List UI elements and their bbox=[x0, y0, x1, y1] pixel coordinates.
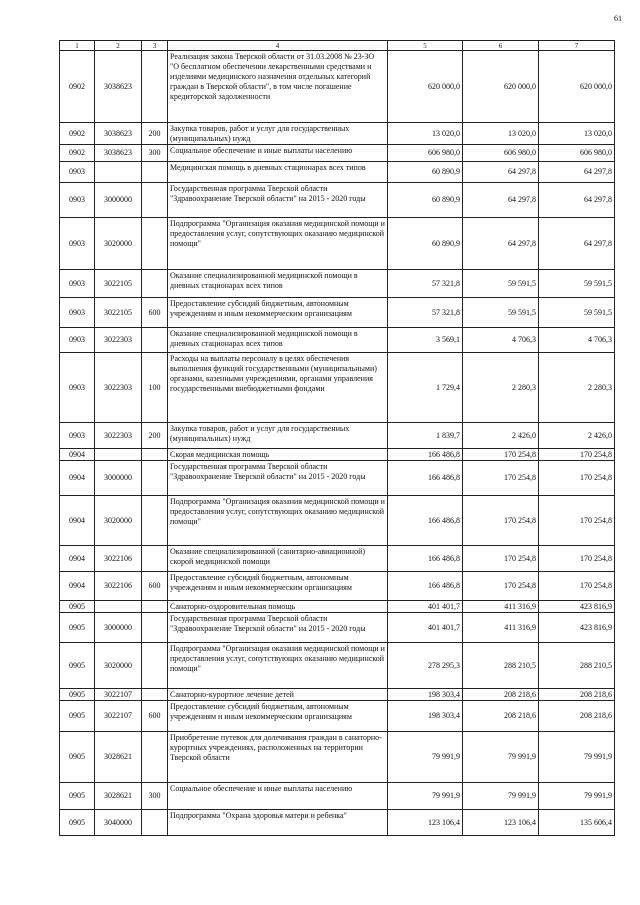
target-code-cell: 3022303 bbox=[95, 423, 142, 449]
amount-2015-cell: 166 486,8 bbox=[388, 461, 463, 496]
amount-2017-cell: 2 426,0 bbox=[539, 423, 615, 449]
amount-2015-cell: 79 991,9 bbox=[388, 732, 463, 783]
expense-type-cell bbox=[142, 496, 168, 546]
expense-type-cell bbox=[142, 449, 168, 461]
header-cell: 5 bbox=[388, 41, 463, 51]
table-row bbox=[60, 643, 615, 689]
target-code-cell: 3000000 bbox=[95, 613, 142, 643]
section-code-cell: 0904 bbox=[60, 461, 95, 496]
expense-type-cell: 200 bbox=[142, 423, 168, 449]
amount-2017-cell: 606 980,0 bbox=[539, 145, 615, 162]
expense-type-cell: 300 bbox=[142, 145, 168, 162]
expense-type-cell: 600 bbox=[142, 701, 168, 732]
amount-2017-cell: 288 210,5 bbox=[539, 643, 615, 689]
amount-2016-cell: 606 980,0 bbox=[463, 145, 539, 162]
amount-2017-cell: 423 816,9 bbox=[539, 601, 615, 613]
expense-type-cell: 200 bbox=[142, 123, 168, 145]
amount-2015-cell: 166 486,8 bbox=[388, 546, 463, 572]
header-cell: 1 bbox=[60, 41, 95, 51]
amount-2017-cell: 64 297,8 bbox=[539, 162, 615, 183]
amount-2015-cell: 60 890,9 bbox=[388, 183, 463, 218]
target-code-cell bbox=[95, 449, 142, 461]
item-name-cell: Расходы на выплаты персоналу в целях обеспечения выполнения функций государственными (муниципальными) органами, казенными учреждениями, органами управления государственными внебюджетными фондами bbox=[168, 353, 388, 423]
item-name-cell: Подпрограмма "Охрана здоровья матери и ребенка" bbox=[168, 810, 388, 836]
amount-2016-cell: 170 254,8 bbox=[463, 572, 539, 601]
budget-table bbox=[59, 40, 615, 836]
table-row bbox=[60, 183, 615, 218]
amount-2017-cell: 64 297,8 bbox=[539, 183, 615, 218]
amount-2015-cell: 57 321,8 bbox=[388, 270, 463, 298]
amount-2017-cell: 620 000,0 bbox=[539, 51, 615, 123]
amount-2016-cell: 13 020,0 bbox=[463, 123, 539, 145]
amount-2015-cell: 57 321,8 bbox=[388, 298, 463, 328]
table-row bbox=[60, 270, 615, 298]
amount-2017-cell: 2 280,3 bbox=[539, 353, 615, 423]
section-code-cell: 0902 bbox=[60, 145, 95, 162]
header-cell: 2 bbox=[95, 41, 142, 51]
target-code-cell: 3020000 bbox=[95, 496, 142, 546]
item-name-cell: Санаторно-оздоровительная помощь bbox=[168, 601, 388, 613]
target-code-cell: 3038623 bbox=[95, 145, 142, 162]
amount-2015-cell: 198 303,4 bbox=[388, 701, 463, 732]
item-name-cell: Закупка товаров, работ и услуг для государственных (муниципальных) нужд bbox=[168, 123, 388, 145]
expense-type-cell: 600 bbox=[142, 572, 168, 601]
item-name-cell: Социальное обеспечение и иные выплаты населению bbox=[168, 783, 388, 810]
expense-type-cell bbox=[142, 461, 168, 496]
amount-2015-cell: 166 486,8 bbox=[388, 449, 463, 461]
table-row bbox=[60, 145, 615, 162]
section-code-cell: 0903 bbox=[60, 423, 95, 449]
amount-2015-cell: 3 569,1 bbox=[388, 328, 463, 353]
amount-2015-cell: 166 486,8 bbox=[388, 496, 463, 546]
section-code-cell: 0903 bbox=[60, 298, 95, 328]
amount-2017-cell: 170 254,8 bbox=[539, 546, 615, 572]
item-name-cell: Предоставление субсидий бюджетным, автономным учреждениям и иным некоммерческим организациям bbox=[168, 298, 388, 328]
item-name-cell: Реализация закона Тверской области от 31.03.2008 № 23-ЗО "О бесплатном обеспечении лекарственными средствами и изделиями медицинского назначения отдельных категорий граждан в Тверской области", в том числе погашение кредиторской задолженности bbox=[168, 51, 388, 123]
section-code-cell: 0905 bbox=[60, 810, 95, 836]
item-name-cell: Подпрограмма "Организация оказания медицинской помощи и предоставления услуг, сопутствующих оказанию медицинской помощи" bbox=[168, 218, 388, 270]
item-name-cell: Государственная программа Тверской области "Здравоохранение Тверской области" на 2015 - 2020 годы bbox=[168, 613, 388, 643]
item-name-cell: Оказание специализированной медицинской помощи в дневных стационарах всех типов bbox=[168, 328, 388, 353]
table-row bbox=[60, 810, 615, 836]
amount-2016-cell: 64 297,8 bbox=[463, 183, 539, 218]
amount-2017-cell: 208 218,6 bbox=[539, 701, 615, 732]
table-row bbox=[60, 353, 615, 423]
item-name-cell: Государственная программа Тверской области "Здравоохранение Тверской области" на 2015 - 2020 годы bbox=[168, 183, 388, 218]
table-row bbox=[60, 449, 615, 461]
table-row bbox=[60, 496, 615, 546]
amount-2015-cell: 79 991,9 bbox=[388, 783, 463, 810]
item-name-cell: Медицинская помощь в дневных стационарах всех типов bbox=[168, 162, 388, 183]
table-row bbox=[60, 298, 615, 328]
target-code-cell: 3020000 bbox=[95, 643, 142, 689]
amount-2015-cell: 166 486,8 bbox=[388, 572, 463, 601]
target-code-cell: 3038623 bbox=[95, 123, 142, 145]
target-code-cell bbox=[95, 601, 142, 613]
section-code-cell: 0903 bbox=[60, 218, 95, 270]
item-name-cell: Оказание специализированной (санитарно-авиационной) скорой медицинской помощи bbox=[168, 546, 388, 572]
amount-2017-cell: 79 991,9 bbox=[539, 783, 615, 810]
section-code-cell: 0905 bbox=[60, 783, 95, 810]
amount-2017-cell: 13 020,0 bbox=[539, 123, 615, 145]
table-row bbox=[60, 689, 615, 701]
amount-2015-cell: 13 020,0 bbox=[388, 123, 463, 145]
expense-type-cell bbox=[142, 732, 168, 783]
target-code-cell: 3000000 bbox=[95, 183, 142, 218]
table-row bbox=[60, 732, 615, 783]
section-code-cell: 0905 bbox=[60, 701, 95, 732]
section-code-cell: 0903 bbox=[60, 328, 95, 353]
expense-type-cell: 100 bbox=[142, 353, 168, 423]
target-code-cell: 3022106 bbox=[95, 546, 142, 572]
expense-type-cell: 300 bbox=[142, 783, 168, 810]
table-row bbox=[60, 51, 615, 123]
table-row bbox=[60, 123, 615, 145]
target-code-cell: 3022107 bbox=[95, 701, 142, 732]
expense-type-cell bbox=[142, 689, 168, 701]
item-name-cell: Санаторно-курортное лечение детей bbox=[168, 689, 388, 701]
page-number: 61 bbox=[614, 14, 622, 23]
section-code-cell: 0905 bbox=[60, 613, 95, 643]
item-name-cell: Предоставление субсидий бюджетным, автономным учреждениям и иным некоммерческим организациям bbox=[168, 572, 388, 601]
table-row bbox=[60, 328, 615, 353]
section-code-cell: 0905 bbox=[60, 689, 95, 701]
amount-2016-cell: 79 991,9 bbox=[463, 732, 539, 783]
item-name-cell: Подпрограмма "Организация оказания медицинской помощи и предоставления услуг, сопутствующих оказанию медицинской помощи" bbox=[168, 496, 388, 546]
item-name-cell: Предоставление субсидий бюджетным, автономным учреждениям и иным некоммерческим организациям bbox=[168, 701, 388, 732]
amount-2017-cell: 423 816,9 bbox=[539, 613, 615, 643]
section-code-cell: 0903 bbox=[60, 270, 95, 298]
amount-2015-cell: 401 401,7 bbox=[388, 613, 463, 643]
item-name-cell: Скорая медицинская помощь bbox=[168, 449, 388, 461]
amount-2017-cell: 64 297,8 bbox=[539, 218, 615, 270]
section-code-cell: 0905 bbox=[60, 732, 95, 783]
section-code-cell: 0903 bbox=[60, 162, 95, 183]
table-body bbox=[60, 41, 615, 836]
expense-type-cell bbox=[142, 643, 168, 689]
expense-type-cell bbox=[142, 218, 168, 270]
amount-2016-cell: 170 254,8 bbox=[463, 461, 539, 496]
amount-2016-cell: 288 210,5 bbox=[463, 643, 539, 689]
section-code-cell: 0902 bbox=[60, 123, 95, 145]
expense-type-cell: 600 bbox=[142, 298, 168, 328]
target-code-cell: 3022105 bbox=[95, 270, 142, 298]
amount-2015-cell: 606 980,0 bbox=[388, 145, 463, 162]
table-row bbox=[60, 572, 615, 601]
item-name-cell: Социальное обеспечение и иные выплаты населению bbox=[168, 145, 388, 162]
expense-type-cell bbox=[142, 328, 168, 353]
expense-type-cell bbox=[142, 51, 168, 123]
section-code-cell: 0903 bbox=[60, 353, 95, 423]
table-row bbox=[60, 461, 615, 496]
section-code-cell: 0905 bbox=[60, 601, 95, 613]
amount-2016-cell: 2 426,0 bbox=[463, 423, 539, 449]
target-code-cell: 3040000 bbox=[95, 810, 142, 836]
target-code-cell: 3000000 bbox=[95, 461, 142, 496]
amount-2016-cell: 59 591,5 bbox=[463, 270, 539, 298]
target-code-cell: 3022105 bbox=[95, 298, 142, 328]
target-code-cell bbox=[95, 162, 142, 183]
section-code-cell: 0904 bbox=[60, 449, 95, 461]
table-row bbox=[60, 601, 615, 613]
amount-2015-cell: 198 303,4 bbox=[388, 689, 463, 701]
expense-type-cell bbox=[142, 162, 168, 183]
amount-2016-cell: 411 316,9 bbox=[463, 601, 539, 613]
amount-2017-cell: 208 218,6 bbox=[539, 689, 615, 701]
amount-2015-cell: 1 729,4 bbox=[388, 353, 463, 423]
amount-2017-cell: 170 254,8 bbox=[539, 572, 615, 601]
expense-type-cell bbox=[142, 810, 168, 836]
amount-2015-cell: 620 000,0 bbox=[388, 51, 463, 123]
amount-2016-cell: 4 706,3 bbox=[463, 328, 539, 353]
table-row bbox=[60, 783, 615, 810]
target-code-cell: 3020000 bbox=[95, 218, 142, 270]
expense-type-cell bbox=[142, 613, 168, 643]
section-code-cell: 0905 bbox=[60, 643, 95, 689]
amount-2016-cell: 170 254,8 bbox=[463, 449, 539, 461]
amount-2016-cell: 170 254,8 bbox=[463, 496, 539, 546]
table-row bbox=[60, 218, 615, 270]
section-code-cell: 0904 bbox=[60, 496, 95, 546]
amount-2017-cell: 170 254,8 bbox=[539, 461, 615, 496]
section-code-cell: 0903 bbox=[60, 183, 95, 218]
amount-2017-cell: 59 591,5 bbox=[539, 270, 615, 298]
expense-type-cell bbox=[142, 601, 168, 613]
amount-2017-cell: 4 706,3 bbox=[539, 328, 615, 353]
target-code-cell: 3022107 bbox=[95, 689, 142, 701]
item-name-cell: Приобретение путевок для долечивания граждан в санаторно-курортных учреждениях, расположенных на территории Тверской области bbox=[168, 732, 388, 783]
target-code-cell: 3022303 bbox=[95, 328, 142, 353]
header-cell: 4 bbox=[168, 41, 388, 51]
amount-2016-cell: 208 218,6 bbox=[463, 701, 539, 732]
amount-2016-cell: 208 218,6 bbox=[463, 689, 539, 701]
item-name-cell: Закупка товаров, работ и услуг для государственных (муниципальных) нужд bbox=[168, 423, 388, 449]
header-cell: 6 bbox=[463, 41, 539, 51]
expense-type-cell bbox=[142, 270, 168, 298]
table-row bbox=[60, 423, 615, 449]
amount-2016-cell: 64 297,8 bbox=[463, 218, 539, 270]
amount-2016-cell: 2 280,3 bbox=[463, 353, 539, 423]
section-code-cell: 0904 bbox=[60, 546, 95, 572]
header-cell: 7 bbox=[539, 41, 615, 51]
amount-2016-cell: 64 297,8 bbox=[463, 162, 539, 183]
amount-2015-cell: 123 106,4 bbox=[388, 810, 463, 836]
table-row bbox=[60, 162, 615, 183]
amount-2016-cell: 123 106,4 bbox=[463, 810, 539, 836]
amount-2017-cell: 170 254,8 bbox=[539, 449, 615, 461]
target-code-cell: 3022106 bbox=[95, 572, 142, 601]
table-row bbox=[60, 701, 615, 732]
amount-2017-cell: 59 591,5 bbox=[539, 298, 615, 328]
item-name-cell: Государственная программа Тверской области "Здравоохранение Тверской области" на 2015 - 2020 годы bbox=[168, 461, 388, 496]
expense-type-cell bbox=[142, 183, 168, 218]
item-name-cell: Оказание специализированной медицинской помощи в дневных стационарах всех типов bbox=[168, 270, 388, 298]
amount-2016-cell: 59 591,5 bbox=[463, 298, 539, 328]
section-code-cell: 0904 bbox=[60, 572, 95, 601]
amount-2016-cell: 79 991,9 bbox=[463, 783, 539, 810]
table-row bbox=[60, 613, 615, 643]
amount-2017-cell: 79 991,9 bbox=[539, 732, 615, 783]
expense-type-cell bbox=[142, 546, 168, 572]
table-header-row bbox=[60, 41, 615, 51]
amount-2016-cell: 620 000,0 bbox=[463, 51, 539, 123]
target-code-cell: 3028621 bbox=[95, 732, 142, 783]
table-row bbox=[60, 546, 615, 572]
target-code-cell: 3028621 bbox=[95, 783, 142, 810]
item-name-cell: Подпрограмма "Организация оказания медицинской помощи и предоставления услуг, сопутствующих оказанию медицинской помощи" bbox=[168, 643, 388, 689]
amount-2015-cell: 60 890,9 bbox=[388, 218, 463, 270]
target-code-cell: 3022303 bbox=[95, 353, 142, 423]
section-code-cell: 0902 bbox=[60, 51, 95, 123]
amount-2015-cell: 401 401,7 bbox=[388, 601, 463, 613]
amount-2015-cell: 1 839,7 bbox=[388, 423, 463, 449]
amount-2017-cell: 170 254,8 bbox=[539, 496, 615, 546]
amount-2017-cell: 135 606,4 bbox=[539, 810, 615, 836]
target-code-cell: 3038623 bbox=[95, 51, 142, 123]
amount-2015-cell: 278 295,3 bbox=[388, 643, 463, 689]
amount-2016-cell: 170 254,8 bbox=[463, 546, 539, 572]
amount-2016-cell: 411 316,9 bbox=[463, 613, 539, 643]
header-cell: 3 bbox=[142, 41, 168, 51]
amount-2015-cell: 60 890,9 bbox=[388, 162, 463, 183]
